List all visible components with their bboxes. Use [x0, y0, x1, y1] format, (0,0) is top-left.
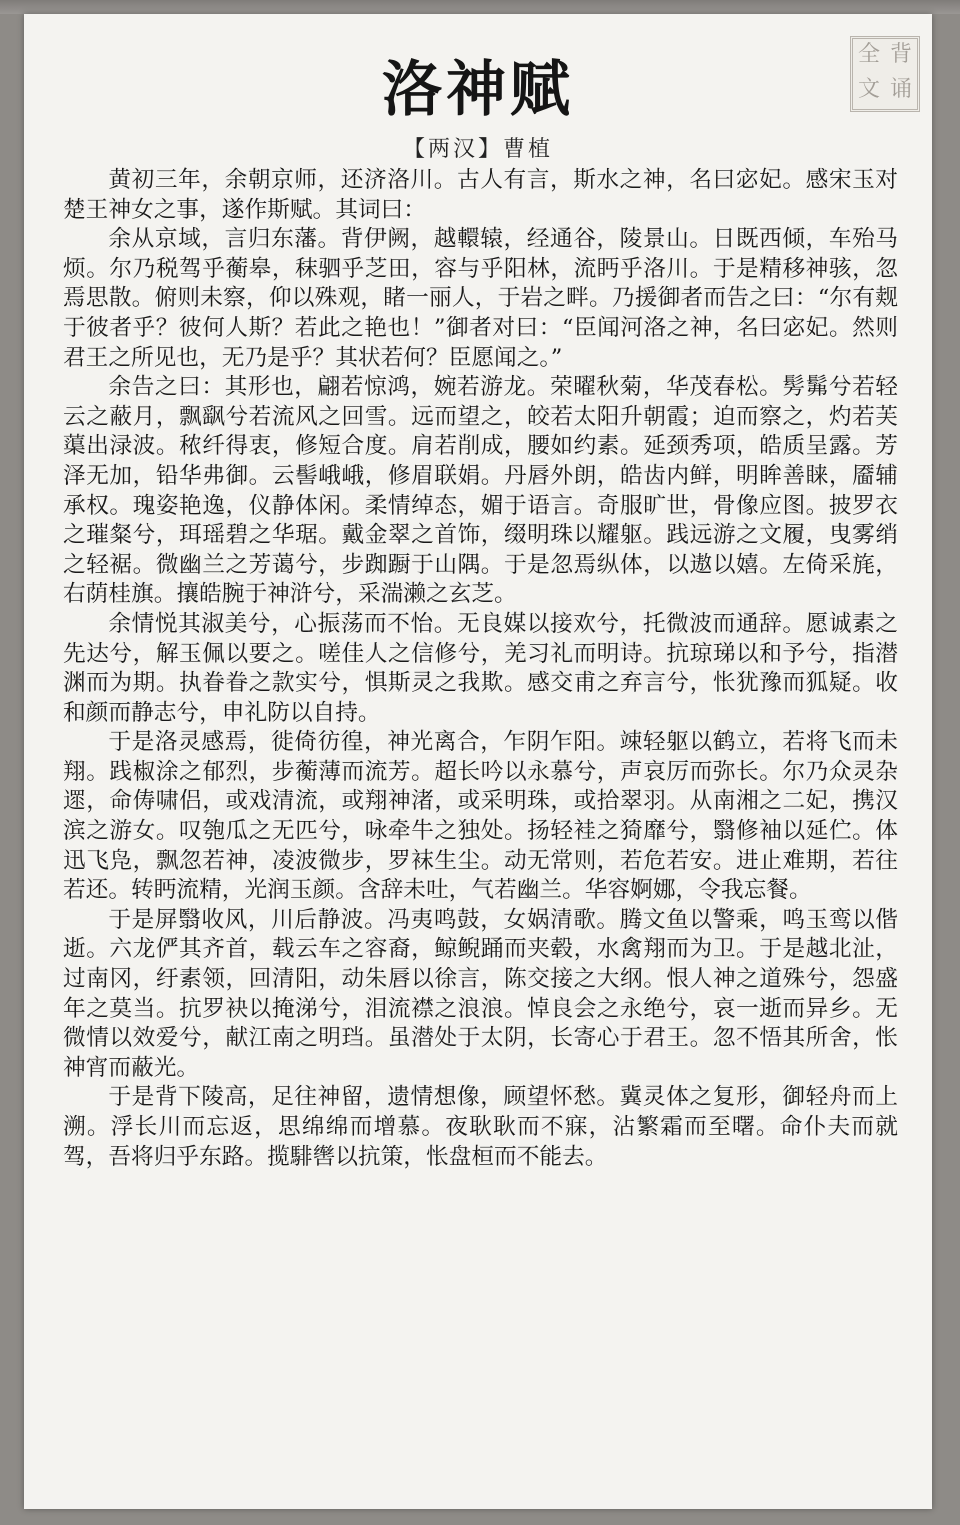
seal-char: 全: [857, 42, 880, 67]
seal-char: 文: [857, 77, 880, 102]
paragraph: 余情悦其淑美兮，心振荡而不怡。无良媒以接欢兮，托微波而通辞。愿诚素之先达兮，解玉佩以要之。嗟佳人之信修兮，羌习礼而明诗。抗琼珶以和予兮，指潜渊而为期。执眷眷之款实兮，惧斯灵之我欺。感交甫之弃言兮，怅犹豫而狐疑。收和颜而静志兮，申礼防以自持。: [63, 610, 898, 726]
paragraph: 于是背下陵高，足往神留，遗情想像，顾望怀愁。冀灵体之复形，御轻舟而上溯。浮长川而忘返，思绵绵而增慕。夜耿耿而不寐，沾繁霜而至曙。命仆夫而就驾，吾将归乎东路。揽騑辔以抗策，怅盘桓而不能去。: [63, 1084, 898, 1170]
page-frame: [0, 0, 960, 14]
author-line: 【两汉】曹植: [402, 137, 553, 162]
paragraph: 于是洛灵感焉，徙倚彷徨，神光离合，乍阴乍阳。竦轻躯以鹤立，若将飞而未翔。践椒涂之郁烈，步蘅薄而流芳。超长吟以永慕兮，声哀厉而弥长。尔乃众灵杂遝，命俦啸侣，或戏清流，或翔神渚，或采明珠，或拾翠羽。从南湘之二妃，携汉滨之游女。叹匏瓜之无匹兮，咏牵牛之独处。扬轻袿之猗靡兮，翳修袖以延伫。体迅飞凫，飘忽若神，凌波微步，罗袜生尘。动无常则，若危若安。进止难期，若往若还。转眄流精，光润玉颜。含辞未吐，气若幽兰。华容婀娜，令我忘餐。: [63, 729, 898, 904]
poem-title: 洛神赋: [382, 55, 574, 125]
poem-body: [63, 166, 898, 1172]
paragraph-preface: 黄初三年，余朝京师，还济洛川。古人有言，斯水之神，名曰宓妃。感宋玉对楚王神女之事，遂作斯赋。其词曰：: [63, 167, 898, 223]
paragraph: 余从京域，言归东藩。背伊阙，越轘辕，经通谷，陵景山。日既西倾，车殆马烦。尔乃税驾乎蘅皋，秣驷乎芝田，容与乎阳林，流眄乎洛川。于是精移神骇，忽焉思散。俯则未察，仰以殊观，睹一丽人，于岩之畔。乃援御者而告之曰：“尔有觌于彼者乎？彼何人斯？若此之艳也！”御者对曰：“臣闻河洛之神，名曰宓妃。然则君王之所见也，无乃是乎？其状若何？臣愿闻之。”: [63, 226, 898, 371]
seal-char: 诵: [889, 77, 912, 102]
paragraph: 余告之曰：其形也，翩若惊鸿，婉若游龙。荣曜秋菊，华茂春松。髣髴兮若轻云之蔽月，飘飖兮若流风之回雪。远而望之，皎若太阳升朝霞；迫而察之，灼若芙蕖出渌波。秾纤得衷，修短合度。肩若削成，腰如约素。延颈秀项，皓质呈露。芳泽无加，铅华弗御。云髻峨峨，修眉联娟。丹唇外朗，皓齿内鲜，明眸善睐，靥辅承权。瑰姿艳逸，仪静体闲。柔情绰态，媚于语言。奇服旷世，骨像应图。披罗衣之璀粲兮，珥瑶碧之华琚。戴金翠之首饰，缀明珠以耀躯。践远游之文履，曳雾绡之轻裾。微幽兰之芳蔼兮，步踟蹰于山隅。于是忽焉纵体，以遨以嬉。左倚采旄，右荫桂旗。攘皓腕于神浒兮，采湍濑之玄芝。: [63, 374, 898, 608]
document-page: [24, 14, 932, 1509]
seal-stamp: [850, 36, 920, 112]
paragraph: 于是屏翳收风，川后静波。冯夷鸣鼓，女娲清歌。腾文鱼以警乘，鸣玉鸾以偕逝。六龙俨其齐首，载云车之容裔，鲸鲵踊而夹毂，水禽翔而为卫。于是越北沚，过南冈，纡素领，回清阳，动朱唇以徐言，陈交接之大纲。恨人神之道殊兮，怨盛年之莫当。抗罗袂以掩涕兮，泪流襟之浪浪。悼良会之永绝兮，哀一逝而异乡。无微情以效爱兮，献江南之明珰。虽潜处于太阴，长寄心于君王。忽不悟其所舍，怅神宵而蔽光。: [63, 906, 898, 1081]
seal-char: 背: [889, 42, 912, 67]
